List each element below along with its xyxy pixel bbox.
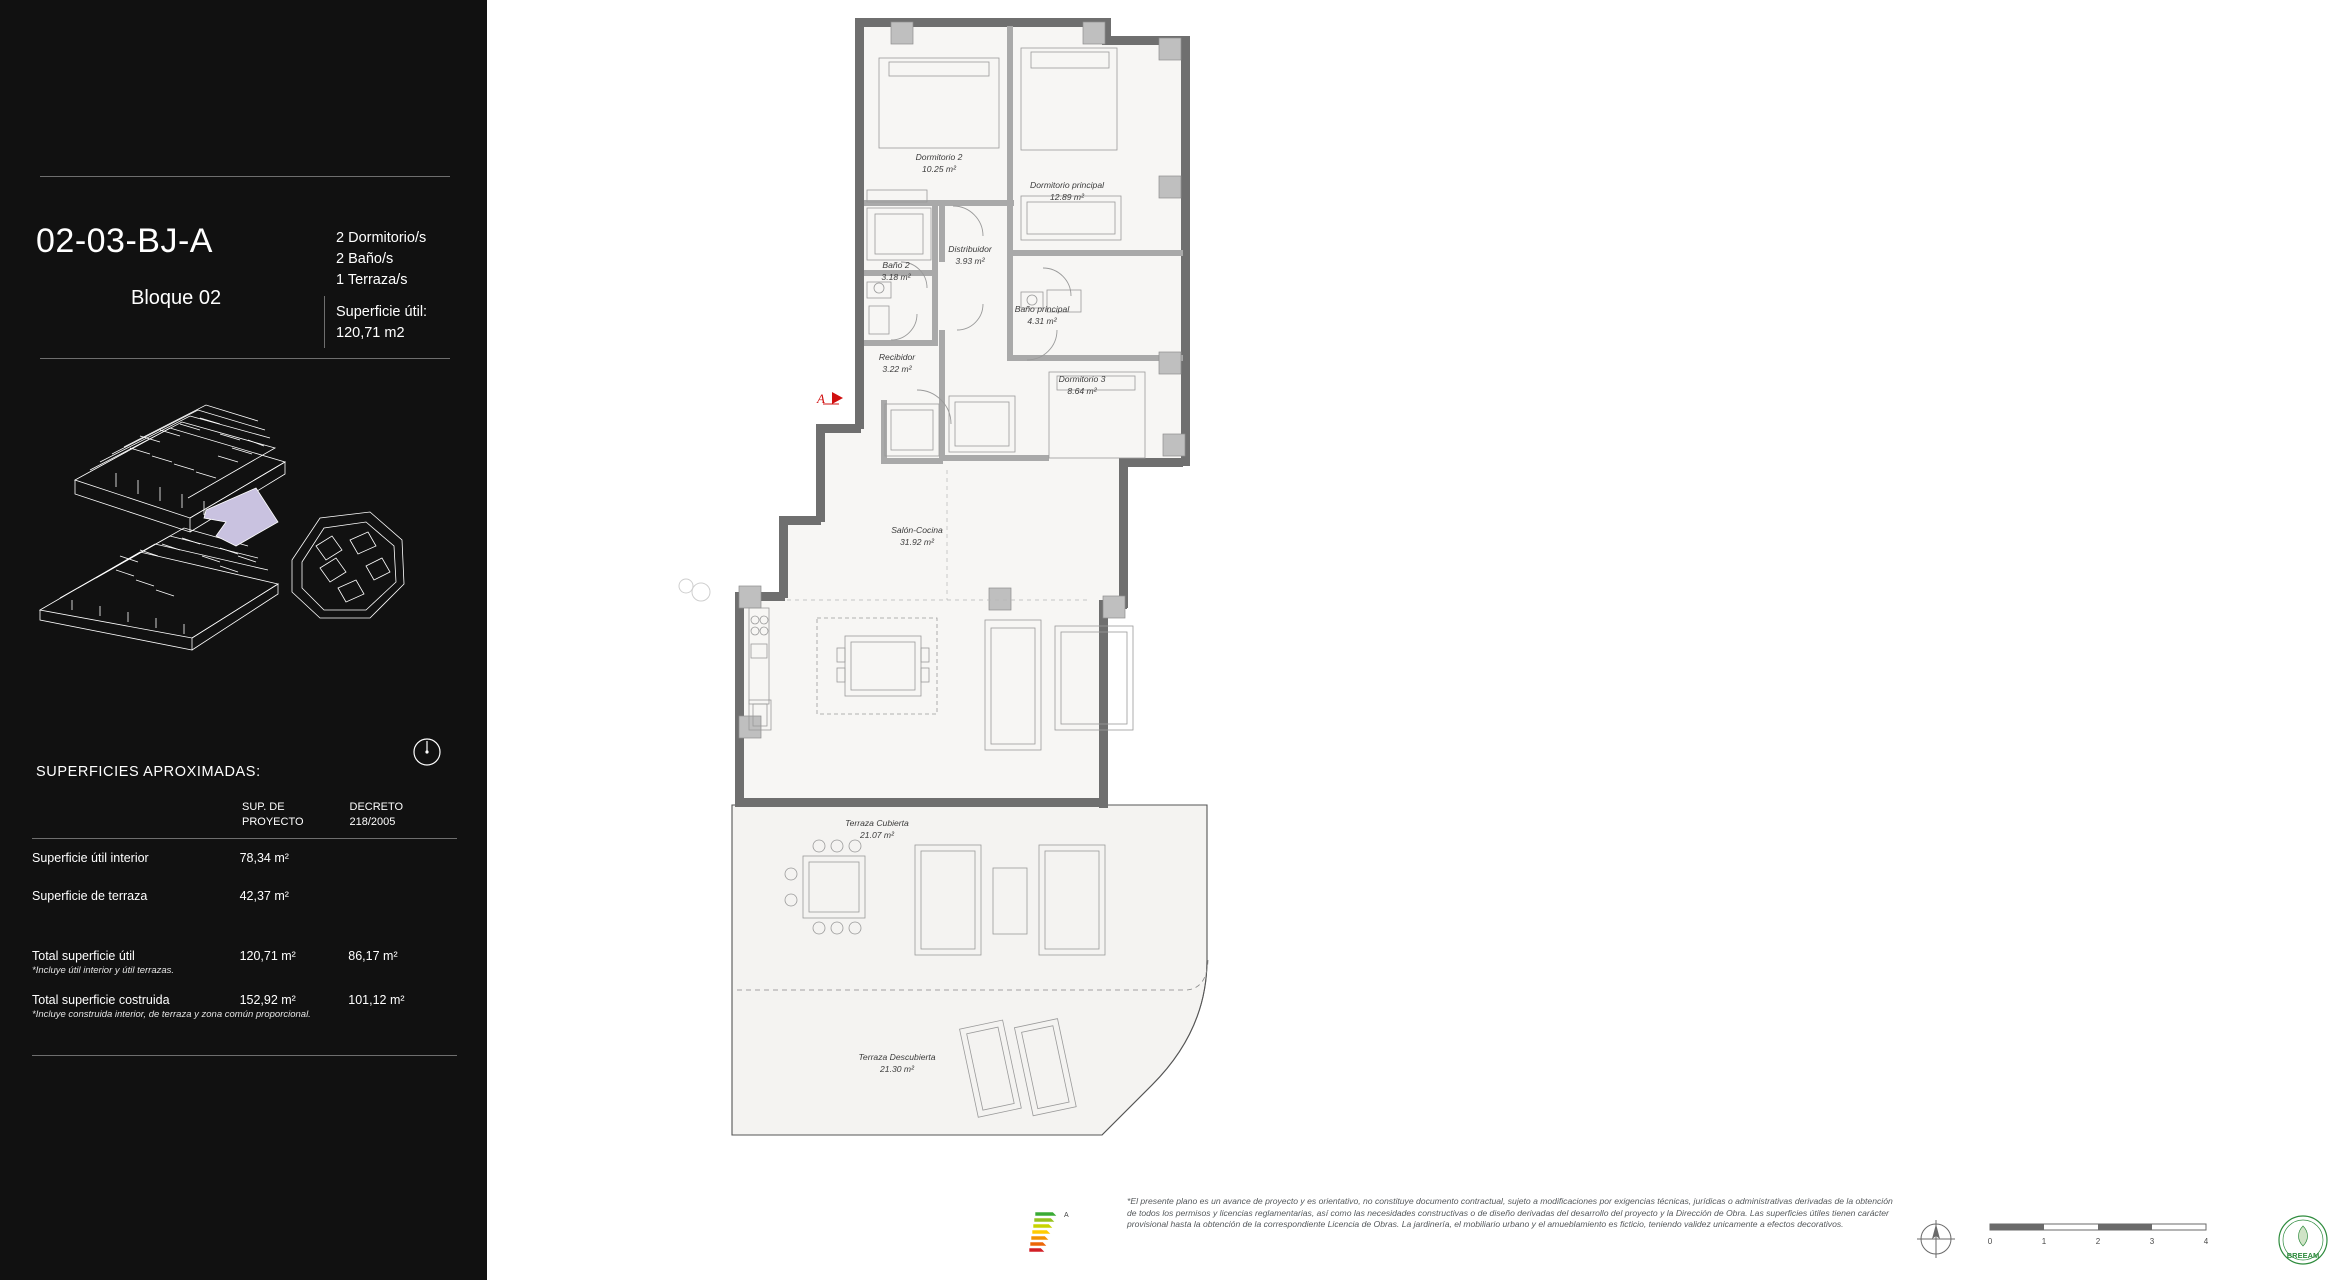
row-label: Total superficie costruida [32, 993, 170, 1007]
room-area: 3.22 m² [882, 364, 912, 374]
areas-table [32, 800, 457, 1025]
row-note: *Incluye útil interior y útil terrazas. [32, 965, 175, 976]
room-label: Baño 2 [882, 260, 910, 270]
room-label: Salón-Cocina [891, 525, 943, 535]
table-row [32, 981, 457, 1021]
header-divider [324, 296, 325, 348]
room-area: 8.64 m² [1067, 386, 1097, 396]
room-label: Dormitorio principal [1029, 180, 1105, 190]
useful-area [336, 302, 427, 344]
row-project-value: 78,34 m² [239, 851, 289, 865]
scale-tick: 1 [2041, 1237, 2047, 1246]
room-area: 21.30 m² [880, 1064, 914, 1074]
energy-label: A [1064, 1212, 1069, 1219]
table-row [32, 937, 457, 977]
room-area: 12.89 m² [1050, 192, 1084, 202]
row-project-value: 152,92 m² [239, 993, 296, 1007]
unit-header [36, 222, 456, 347]
room-label: Baño principal [1014, 304, 1070, 314]
col-decreto: DECRETO 218/2005 [349, 801, 404, 828]
terraces-count: 1 Terraza/s [336, 272, 408, 288]
scale-tick: 2 [2095, 1237, 2101, 1246]
floor-plan-drawing [487, 0, 1920, 1280]
scale-tick: 3 [2149, 1237, 2155, 1246]
row-decreto-value: 86,17 m² [348, 949, 398, 963]
room-area: 31.92 m² [900, 537, 934, 547]
room-area: 3.18 m² [881, 272, 911, 282]
useful-area-value: 120,71 m2 [336, 325, 405, 341]
divider-bottom [32, 1055, 457, 1056]
disclaimer-text: *El presente plano es un avance de proyecto y es orientativo, no constituye documento contractual, sujeto a modificaciones por exigencias técnicas, jurídicas o administrativas derivadas de la obtención de todos los permisos y licencias reglamentarias, así como las necesidades constructivas o de diseño derivadas del desarrollo del proyecto y la Dirección de Obra. Las superficies útiles tienen carácter provisional hasta la obtención de la correspondiente Licencia de Obras. La jardinería, el mobiliario urbano y el amueblamiento es ficticio, teniendo validez unicamente a efectos decorativos. [1127, 1196, 1893, 1230]
room-area: 21.07 m² [860, 830, 894, 840]
north-arrow-icon [1912, 1215, 1960, 1263]
row-label: Superficie de terraza [32, 889, 148, 903]
room-area: 4.31 m² [1027, 316, 1057, 326]
scale-tick: 4 [2203, 1237, 2209, 1246]
room-label: Dormitorio 3 [1058, 374, 1106, 384]
col-project: SUP. DE PROYECTO [242, 801, 304, 828]
building-isometric-diagram [20, 370, 470, 655]
svg-text:A: A [817, 391, 825, 406]
row-label: Total superficie útil [32, 949, 135, 963]
bathrooms-count: 2 Baño/s [336, 251, 394, 267]
table-row [32, 877, 457, 911]
useful-area-label: Superficie útil: [336, 304, 428, 320]
table-row [32, 839, 457, 873]
compass-icon [412, 737, 442, 767]
divider-mid [40, 358, 450, 359]
breeam-logo [2267, 1210, 2339, 1270]
info-sidebar [0, 0, 487, 1280]
floor-plan-area [487, 0, 2320, 1280]
room-area: 3.93 m² [955, 256, 985, 266]
unit-meta [336, 228, 426, 291]
room-label: Dormitorio 2 [915, 152, 963, 162]
row-note: *Incluye construida interior, de terraza y zona común proporcional. [32, 1009, 311, 1020]
unit-bloque: Bloque 02 [131, 287, 222, 309]
scale-tick: 0 [1987, 1237, 1993, 1246]
row-label: Superficie útil interior [32, 851, 149, 865]
row-project-value: 42,37 m² [239, 889, 289, 903]
row-project-value: 120,71 m² [239, 949, 296, 963]
bedrooms-count: 2 Dormitorio/s [336, 230, 427, 246]
divider-top [40, 176, 450, 177]
scale-bar [1982, 1218, 2222, 1258]
unit-code: 02-03-BJ-A [36, 222, 213, 260]
room-label: Terraza Descubierta [858, 1052, 936, 1062]
breeam-label: BREEAM [2286, 1251, 2320, 1260]
row-decreto-value: 101,12 m² [348, 993, 405, 1007]
room-area: 10.25 m² [922, 164, 956, 174]
room-label: Distribuidor [948, 244, 992, 254]
section-marker [816, 391, 843, 406]
room-label: Recibidor [878, 352, 916, 362]
areas-title: SUPERFICIES APROXIMADAS: [36, 764, 261, 780]
areas-table-header [32, 800, 457, 830]
energy-rating-icon [1017, 1190, 1087, 1260]
room-label: Terraza Cubierta [845, 818, 909, 828]
